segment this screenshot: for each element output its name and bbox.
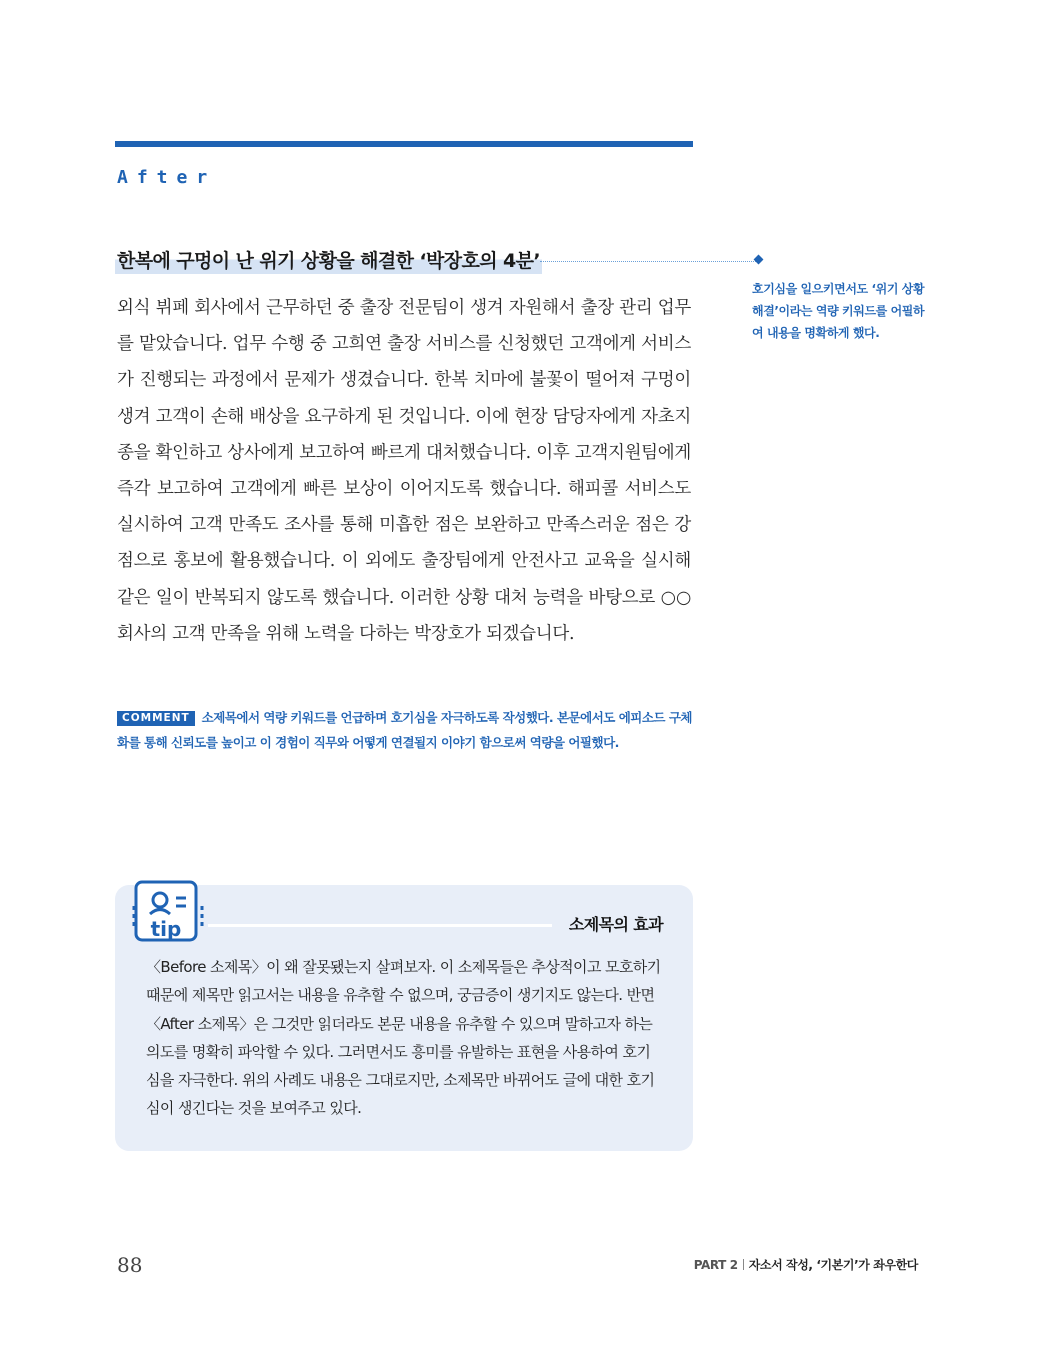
footer-part: PART 2 — [693, 1258, 738, 1272]
tip-text: 〈Before 소제목〉이 왜 잘못됐는지 살펴보자. 이 소제목들은 추상적이고 모호하기 때문에 제목만 읽고서는 내용을 유추할 수 없으며, 궁금증이 생기지도 않는다. 반면 〈After 소제목〉은 그것만 읽더라도 본문 내용을 유추할 수 있으며 말하고자 하는 의도를 명확히 파악할 수 있다. 그러면서도 흥미를 유발하는 표현을 사용하여 호기심을 자극한다. 위의 사례도 내용은 그대로지만, 소제목만 바뀌어도 글에 대한 호기심이 생긴다는 것을 보여주고 있다. — [146, 958, 661, 1118]
footer-separator — [743, 1259, 744, 1270]
comment-badge: COMMENT — [117, 711, 195, 726]
comment-block — [117, 705, 693, 755]
tip-divider — [208, 924, 552, 927]
tip-icon-label: tip — [150, 917, 182, 941]
comment-text: 소제목에서 역량 키워드를 언급하며 호기심을 자극하도록 작성했다. 본문에서도 에피소드 구체화를 통해 신뢰도를 높이고 이 경험이 직무와 어떻게 연결될지 이야기 함으로써 역량을 어필했다. — [117, 710, 692, 750]
tip-icon — [130, 878, 210, 944]
running-footer — [640, 1256, 918, 1274]
diamond-marker-icon — [754, 255, 764, 265]
page-number: 88 — [117, 1253, 143, 1277]
tip-title: 소제목의 효과 — [568, 915, 663, 934]
footer-title: 자소서 작성, ‘기본기’가 좌우한다 — [748, 1258, 918, 1272]
body-paragraph: 외식 뷔페 회사에서 근무하던 중 출장 전문팀이 생겨 자원해서 출장 관리 업무를 맡았습니다. 업무 수행 중 고희연 출장 서비스를 신청했던 고객에게 서비스가 진행되는 과정에서 문제가 생겼습니다. 한복 치마에 불꽃이 떨어져 구멍이 생겨 고객이 손해 배상을 요구하게 된 것입니다. 이에 현장 담당자에게 자초지종을 확인하고 상사에게 보고하여 빠르게 대처했습니다. 이후 고객지원팀에게 즉각 보고하여 고객에게 빠른 보상이 이어지도록 했습니다. 해피콜 서비스도 실시하여 고객 만족도 조사를 통해 미흡한 점은 보완하고 만족스러운 점은 강점으로 홍보에 활용했습니다. 이 외에도 출장팀에게 안전사고 교육을 실시해 같은 일이 반복되지 않도록 했습니다. 이러한 상황 대처 능력을 바탕으로 ○○ 회사의 고객 만족을 위해 노력을 다하는 박장호가 되겠습니다. — [117, 298, 691, 644]
subheading: 한복에 구멍이 난 위기 상황을 해결한 ‘박장호의 4분’ — [117, 250, 541, 272]
section-label: After — [117, 167, 217, 188]
top-rule — [115, 141, 693, 147]
leader-line — [540, 261, 756, 262]
subheading-block — [115, 248, 542, 274]
side-note: 호기심을 일으키면서도 ‘위기 상황 해결’이라는 역량 키워드를 어필하여 내용을 명확하게 했다. — [752, 282, 925, 340]
